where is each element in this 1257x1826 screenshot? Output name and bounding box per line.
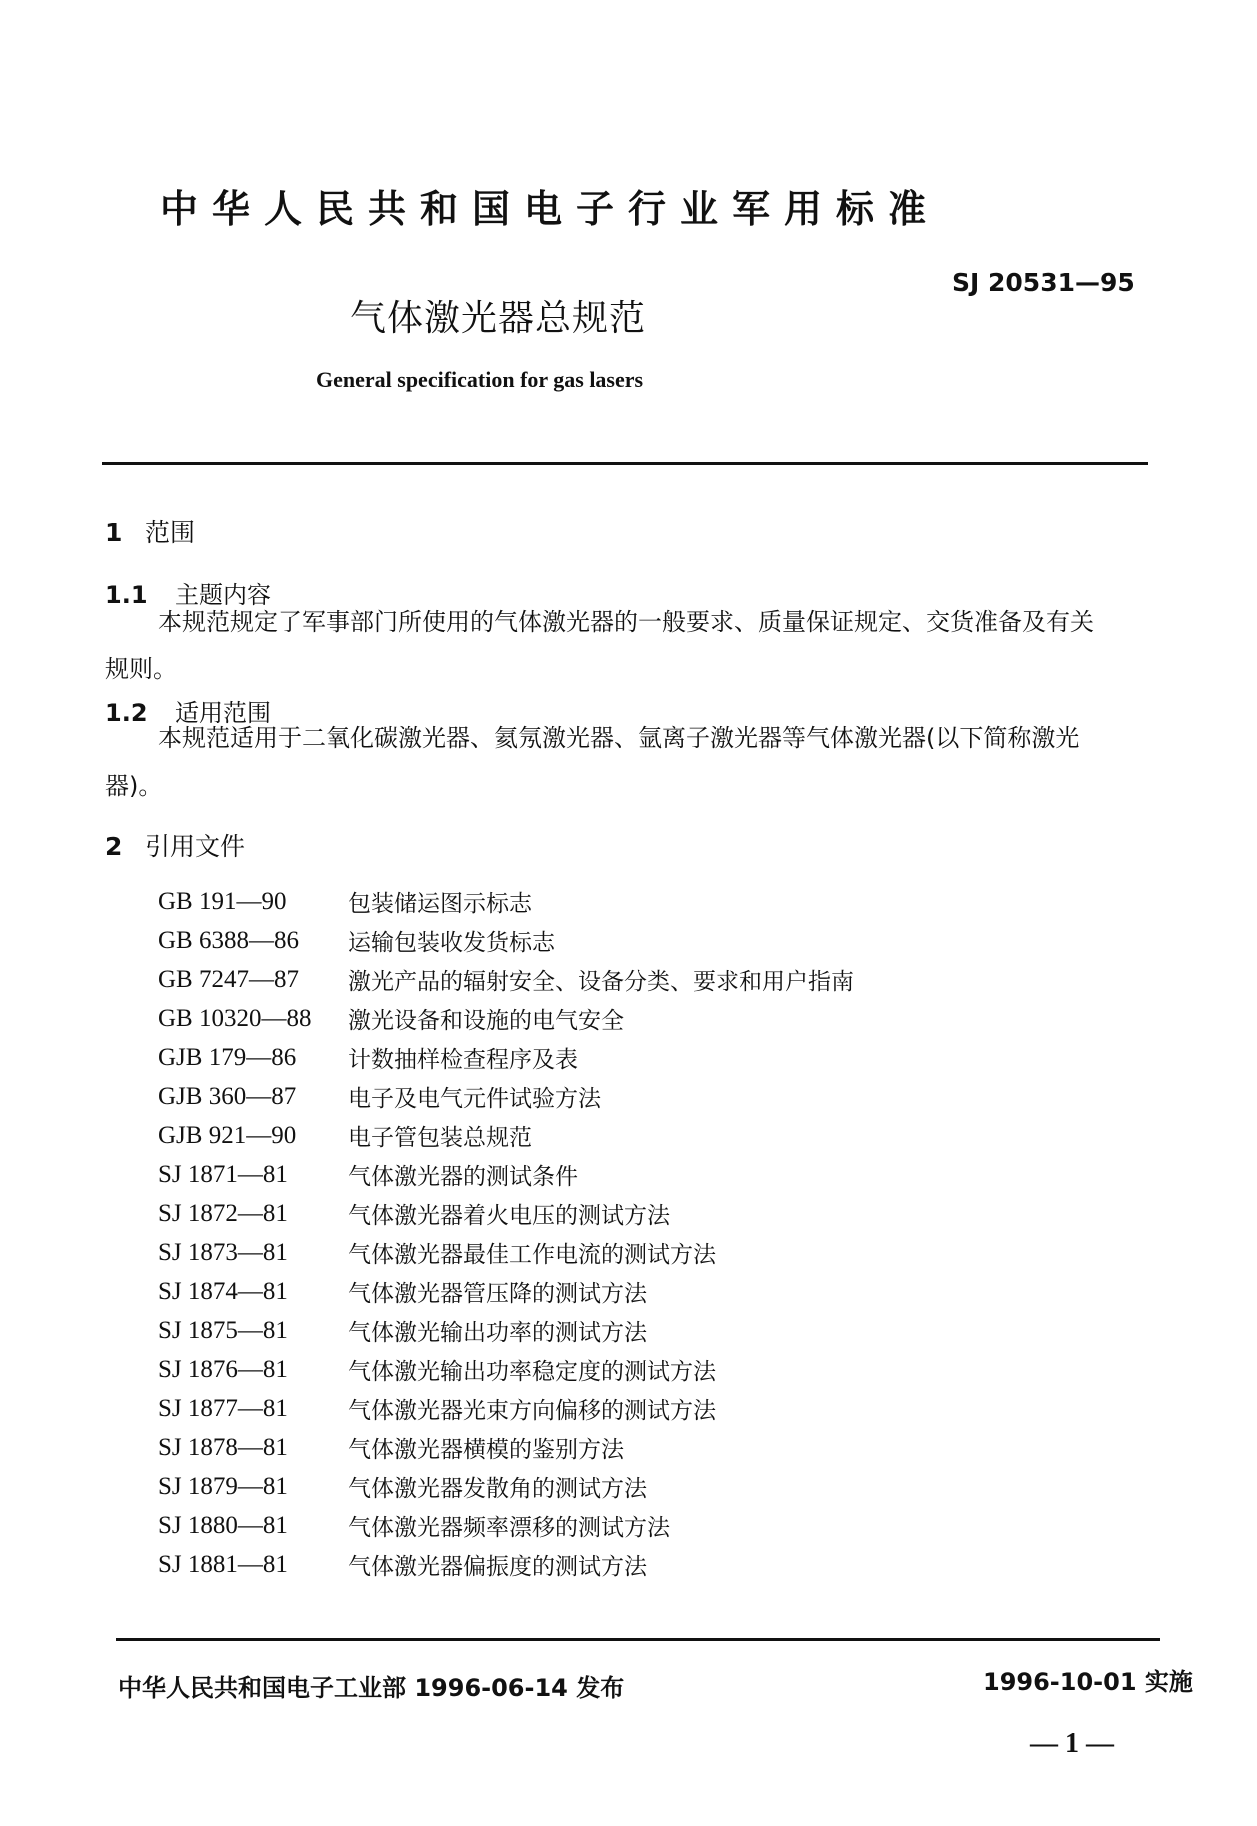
reference-code: GJB 360—87 bbox=[158, 1082, 297, 1110]
reference-code: SJ 1872—81 bbox=[158, 1199, 288, 1227]
reference-title: 电子管包装总规范 bbox=[348, 1125, 532, 1151]
reference-code: SJ 1874—81 bbox=[158, 1277, 288, 1305]
reference-row bbox=[158, 1194, 854, 1233]
reference-code: SJ 1878—81 bbox=[158, 1433, 288, 1461]
reference-row bbox=[158, 882, 854, 921]
section-title: 范围 bbox=[145, 518, 196, 547]
reference-title: 气体激光器横模的鉴别方法 bbox=[348, 1437, 624, 1463]
reference-code: GB 191—90 bbox=[158, 887, 287, 915]
issue-statement: 中华人民共和国电子工业部 1996-06-14 发布 bbox=[118, 1674, 625, 1702]
reference-row bbox=[158, 1545, 854, 1584]
section-title: 引用文件 bbox=[145, 832, 246, 861]
reference-title: 气体激光输出功率稳定度的测试方法 bbox=[348, 1359, 716, 1385]
english-title: General specification for gas lasers bbox=[316, 367, 644, 392]
reference-title: 电子及电气元件试验方法 bbox=[348, 1086, 601, 1112]
footer-divider bbox=[116, 1638, 1160, 1641]
page-number: — 1 — bbox=[1030, 1728, 1114, 1759]
section-1-2-text-line1: 本规范适用于二氧化碳激光器、氦氖激光器、氩离子激光器等气体激光器(以下简称激光 bbox=[158, 724, 1080, 752]
reference-title: 气体激光输出功率的测试方法 bbox=[348, 1320, 647, 1346]
reference-code: SJ 1875—81 bbox=[158, 1316, 288, 1344]
reference-code: GB 7247—87 bbox=[158, 965, 299, 993]
section-number: 1 bbox=[105, 518, 123, 547]
reference-code: SJ 1881—81 bbox=[158, 1550, 288, 1578]
document-code: SJ 20531—95 bbox=[952, 268, 1135, 297]
reference-code: GB 6388—86 bbox=[158, 926, 299, 954]
section-1-1-text-line2: 规则。 bbox=[105, 655, 177, 683]
reference-row bbox=[158, 921, 854, 960]
section-number: 1.2 bbox=[105, 699, 148, 727]
reference-row bbox=[158, 1077, 854, 1116]
reference-title: 气体激光器发散角的测试方法 bbox=[348, 1476, 647, 1502]
reference-code: GJB 179—86 bbox=[158, 1043, 297, 1071]
reference-code: SJ 1877—81 bbox=[158, 1394, 288, 1422]
reference-row bbox=[158, 1467, 854, 1506]
reference-title: 激光设备和设施的电气安全 bbox=[348, 1008, 624, 1034]
reference-list bbox=[158, 882, 854, 1584]
reference-title: 气体激光器频率漂移的测试方法 bbox=[348, 1515, 670, 1541]
reference-title: 气体激光器偏振度的测试方法 bbox=[348, 1554, 647, 1580]
section-title: 适用范围 bbox=[175, 699, 271, 727]
reference-row bbox=[158, 1311, 854, 1350]
reference-row bbox=[158, 1350, 854, 1389]
reference-row bbox=[158, 1233, 854, 1272]
reference-row bbox=[158, 960, 854, 999]
reference-code: SJ 1871—81 bbox=[158, 1160, 288, 1188]
section-1-1-text-line1: 本规范规定了军事部门所使用的气体激光器的一般要求、质量保证规定、交货准备及有关 bbox=[158, 608, 1094, 636]
reference-code: GJB 921—90 bbox=[158, 1121, 297, 1149]
section-title: 主题内容 bbox=[175, 581, 271, 609]
effective-date: 1996-10-01 实施 bbox=[983, 1668, 1193, 1696]
section-number: 1.1 bbox=[105, 581, 148, 609]
reference-title: 包装储运图示标志 bbox=[348, 891, 532, 917]
standard-body-title: 中华人民共和国电子行业军用标准 bbox=[160, 187, 941, 231]
reference-row bbox=[158, 1428, 854, 1467]
reference-row bbox=[158, 999, 854, 1038]
reference-title: 气体激光器的测试条件 bbox=[348, 1164, 578, 1190]
reference-title: 运输包装收发货标志 bbox=[348, 930, 555, 956]
header-divider bbox=[102, 462, 1148, 465]
section-2-heading bbox=[105, 827, 245, 863]
reference-row bbox=[158, 1116, 854, 1155]
reference-title: 气体激光器最佳工作电流的测试方法 bbox=[348, 1242, 716, 1268]
reference-title: 气体激光器光束方向偏移的测试方法 bbox=[348, 1398, 716, 1424]
reference-code: SJ 1879—81 bbox=[158, 1472, 288, 1500]
reference-title: 计数抽样检查程序及表 bbox=[348, 1047, 578, 1073]
reference-row bbox=[158, 1038, 854, 1077]
reference-title: 激光产品的辐射安全、设备分类、要求和用户指南 bbox=[348, 969, 854, 995]
reference-title: 气体激光器管压降的测试方法 bbox=[348, 1281, 647, 1307]
reference-code: GB 10320—88 bbox=[158, 1004, 312, 1032]
page-title: 气体激光器总规范 bbox=[350, 298, 647, 339]
reference-row bbox=[158, 1272, 854, 1311]
reference-code: SJ 1880—81 bbox=[158, 1511, 288, 1539]
section-number: 2 bbox=[105, 832, 123, 861]
reference-row bbox=[158, 1389, 854, 1428]
reference-code: SJ 1876—81 bbox=[158, 1355, 288, 1383]
section-1-heading bbox=[105, 513, 195, 549]
reference-code: SJ 1873—81 bbox=[158, 1238, 288, 1266]
section-1-2-text-line2: 器)。 bbox=[105, 772, 163, 800]
reference-title: 气体激光器着火电压的测试方法 bbox=[348, 1203, 670, 1229]
reference-row bbox=[158, 1506, 854, 1545]
reference-row bbox=[158, 1155, 854, 1194]
